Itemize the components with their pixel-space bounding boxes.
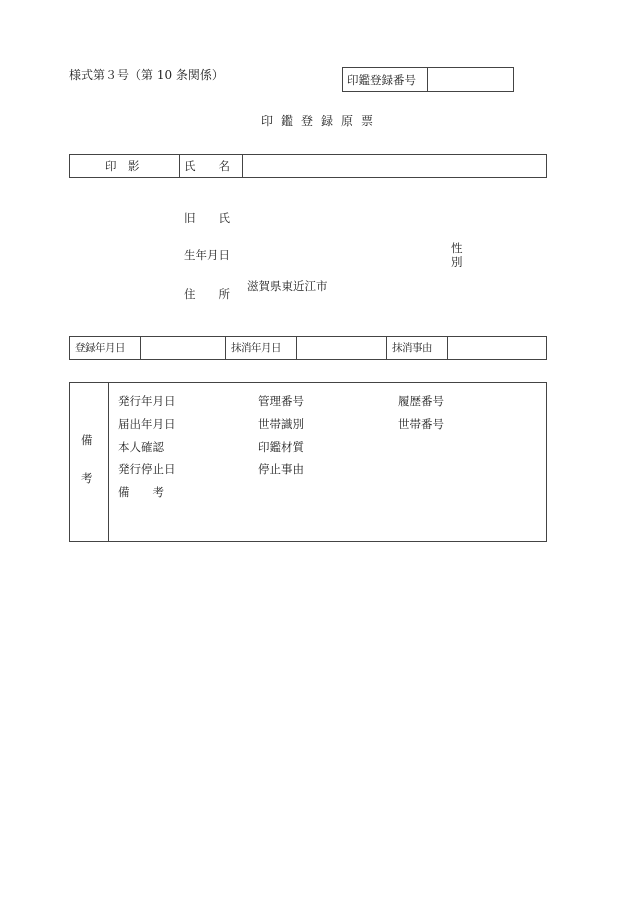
remark-item: 発行停止日 xyxy=(118,462,176,476)
remark-item: 世帯番号 xyxy=(398,417,444,431)
remarks-side-label-2: 考 xyxy=(81,471,93,485)
registration-number-label: 印鑑登録番号 xyxy=(347,73,416,87)
document-title: 印鑑登録原票 xyxy=(261,114,382,128)
remark-item: 管理番号 xyxy=(258,394,304,408)
sex-label-2: 別 xyxy=(451,255,463,269)
divider xyxy=(296,336,297,360)
remark-item: 停止事由 xyxy=(258,462,304,476)
remark-item: 世帯識別 xyxy=(258,417,304,431)
divider xyxy=(447,336,448,360)
address-label: 住 所 xyxy=(184,287,230,301)
remark-item: 本人確認 xyxy=(118,440,164,454)
sex-label: 性 xyxy=(451,241,463,255)
divider xyxy=(140,336,141,360)
divider xyxy=(386,336,387,360)
registration-date-label: 登録年月日 xyxy=(75,342,125,354)
remark-item: 届出年月日 xyxy=(118,417,176,431)
remarks-side-label: 備 xyxy=(81,433,93,447)
form-number: 様式第３号（第 10 条関係） xyxy=(69,68,224,82)
remark-item: 備 考 xyxy=(118,485,164,499)
remark-item: 印鑑材質 xyxy=(258,440,304,454)
registration-number-field[interactable] xyxy=(431,73,511,87)
name-field[interactable] xyxy=(248,159,538,173)
divider xyxy=(242,154,243,178)
registration-date-field[interactable] xyxy=(144,341,220,355)
cancellation-reason-label: 抹消事由 xyxy=(392,342,432,354)
seal-impression-label: 印 影 xyxy=(105,159,140,173)
divider xyxy=(427,67,428,92)
name-label: 氏 名 xyxy=(184,159,230,173)
divider xyxy=(108,382,109,542)
divider xyxy=(179,154,180,178)
remark-item: 履歴番号 xyxy=(398,394,444,408)
remark-item: 発行年月日 xyxy=(118,394,176,408)
former-name-label: 旧 氏 xyxy=(184,211,230,225)
cancellation-date-label: 抹消年月日 xyxy=(231,342,281,354)
address-value: 滋賀県東近江市 xyxy=(247,279,328,293)
birth-date-label: 生年月日 xyxy=(184,248,230,262)
cancellation-date-field[interactable] xyxy=(300,341,380,355)
divider xyxy=(225,336,226,360)
cancellation-reason-field[interactable] xyxy=(451,341,541,355)
